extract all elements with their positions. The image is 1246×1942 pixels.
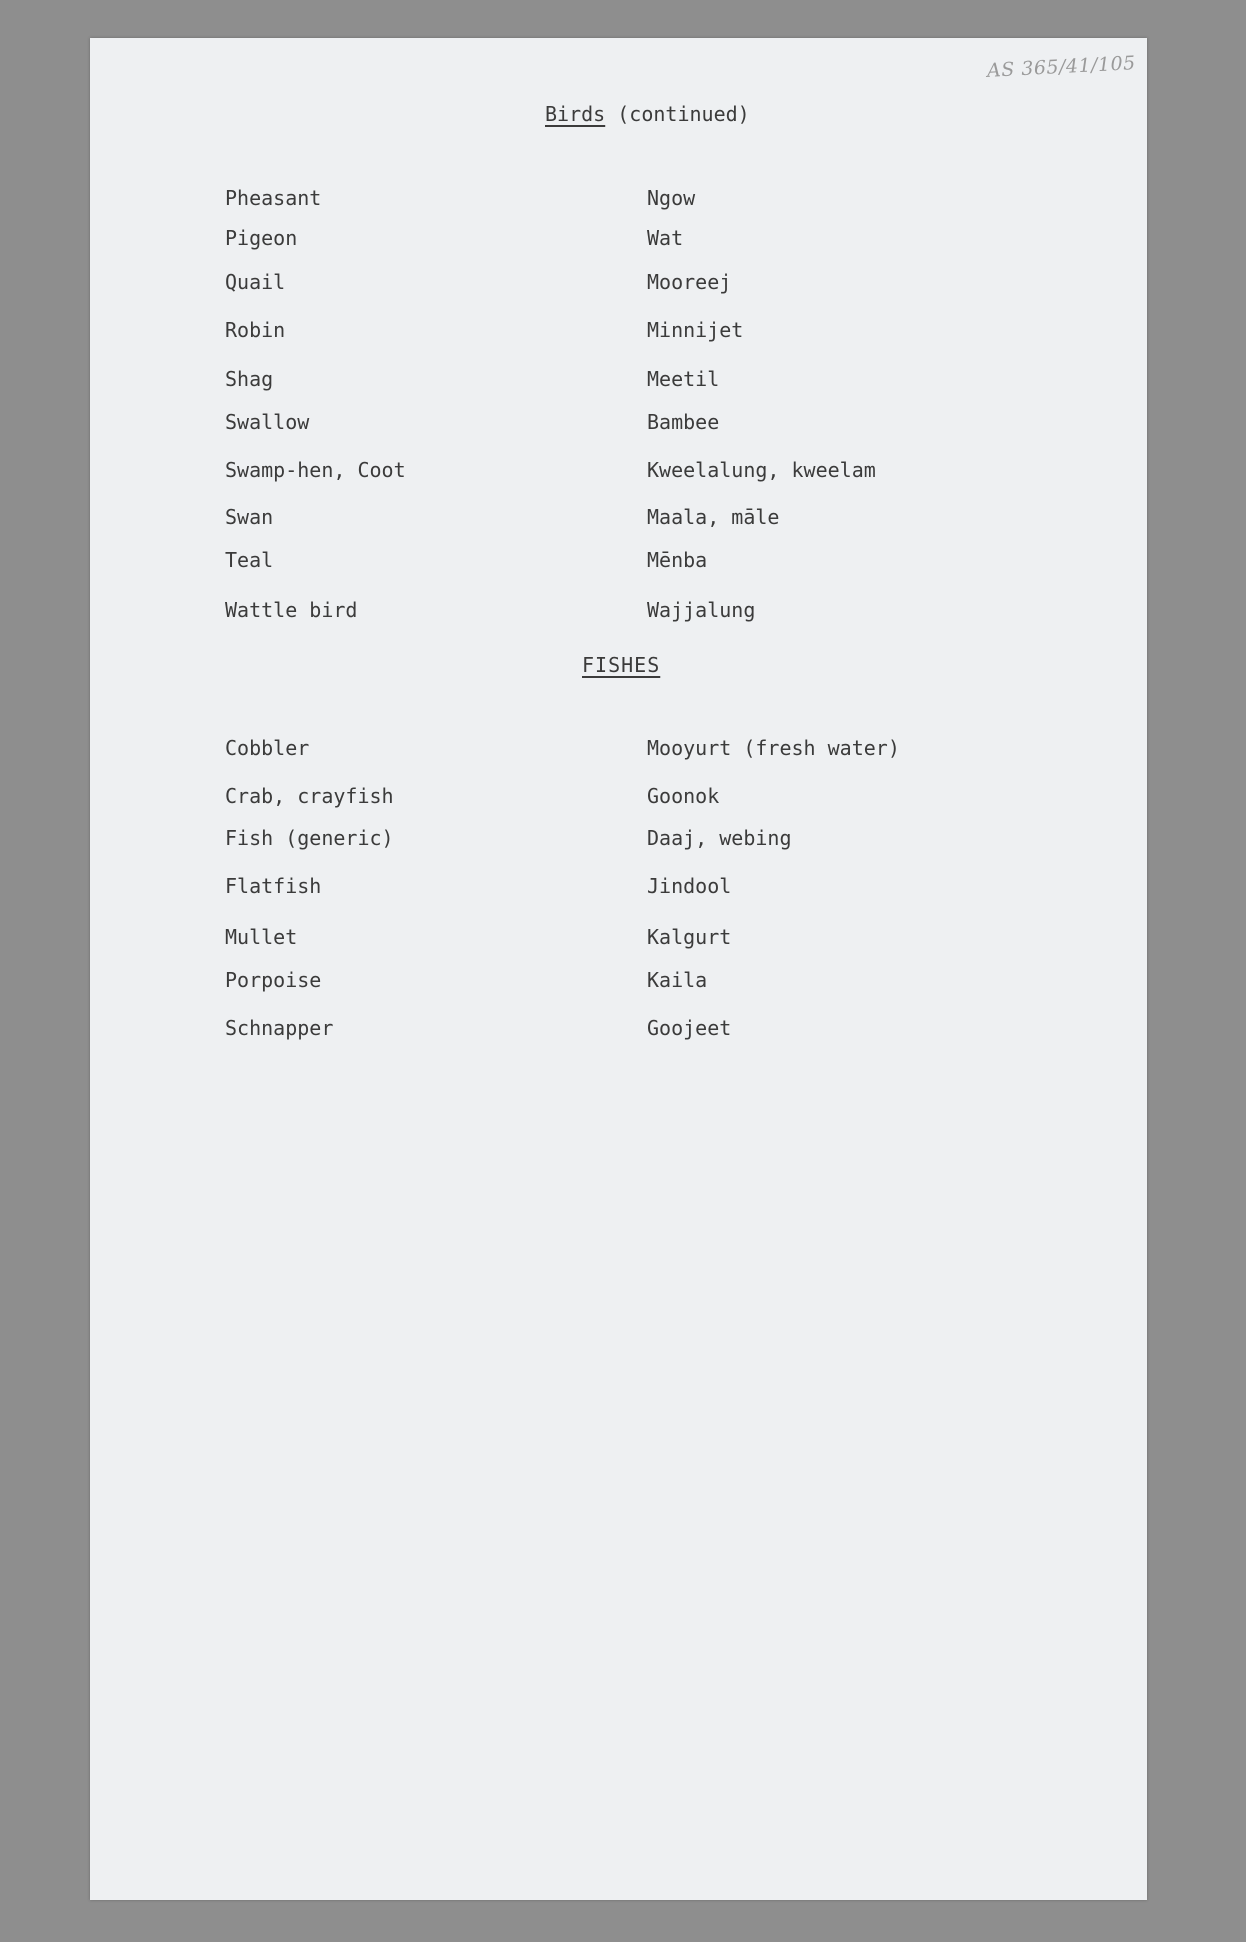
- section-heading-fishes: FISHES: [582, 653, 661, 677]
- bird-native: Ngow: [647, 186, 696, 210]
- page-heading: [545, 102, 750, 126]
- bird-english: Wattle bird: [225, 598, 358, 622]
- fish-english: Crab, crayfish: [225, 784, 394, 808]
- bird-native: Minnijet: [647, 318, 744, 342]
- fish-english: Flatfish: [225, 874, 322, 898]
- bird-native: Mooreej: [647, 270, 732, 294]
- bird-english: Swallow: [225, 410, 310, 434]
- bird-english: Pheasant: [225, 186, 322, 210]
- fish-native: Jindool: [647, 874, 732, 898]
- fish-native: Goojeet: [647, 1016, 732, 1040]
- bird-english: Shag: [225, 367, 274, 391]
- fish-native: Goonok: [647, 784, 720, 808]
- heading-continued: (continued): [605, 102, 750, 126]
- bird-native: Mēnba: [647, 548, 708, 572]
- bird-native: Maala, māle: [647, 505, 780, 529]
- bird-english: Quail: [225, 270, 286, 294]
- bird-english: Teal: [225, 548, 274, 572]
- heading-birds: Birds: [545, 102, 606, 126]
- bird-native: Wajjalung: [647, 598, 756, 622]
- fish-english: Cobbler: [225, 736, 310, 760]
- fish-english: Schnapper: [225, 1016, 334, 1040]
- bird-native: Wat: [647, 226, 684, 250]
- fish-native: Mooyurt (fresh water): [647, 736, 900, 760]
- bird-native: Kweelalung, kweelam: [647, 458, 876, 482]
- fish-native: Kaila: [647, 968, 708, 992]
- bird-native: Bambee: [647, 410, 720, 434]
- bird-english: Swan: [225, 505, 274, 529]
- archive-reference: AS 365/41/105: [986, 52, 1137, 82]
- bird-english: Robin: [225, 318, 286, 342]
- fish-native: Kalgurt: [647, 925, 732, 949]
- bird-english: Swamp-hen, Coot: [225, 458, 406, 482]
- fish-english: Fish (generic): [225, 826, 394, 850]
- fish-english: Mullet: [225, 925, 298, 949]
- fish-native: Daaj, webing: [647, 826, 792, 850]
- bird-native: Meetil: [647, 367, 720, 391]
- fish-english: Porpoise: [225, 968, 322, 992]
- bird-english: Pigeon: [225, 226, 298, 250]
- document-page: [90, 38, 1147, 1900]
